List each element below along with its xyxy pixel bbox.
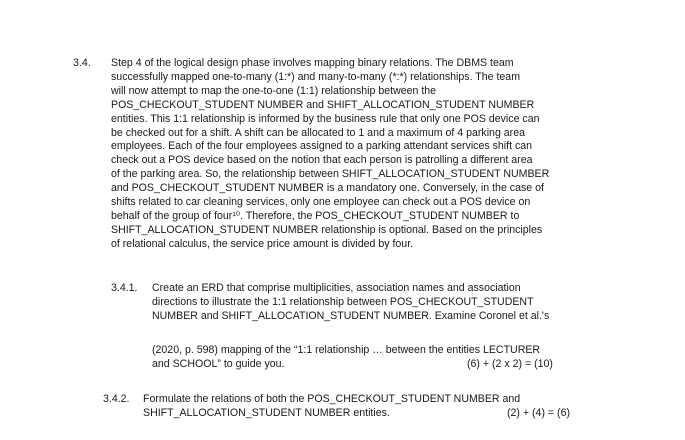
text-line: of the parking area. So, the relationship between SHIFT_ALLOCATION_STUDENT NUMBER	[111, 168, 550, 181]
text-line: POS_CHECKOUT_STUDENT NUMBER and SHIFT_ALLOCATION_STUDENT NUMBER	[111, 98, 535, 111]
text-line: behalf of the group of four¹⁰. Therefore, the POS_CHECKOUT_STUDENT NUMBER to	[111, 209, 520, 222]
subquestion-text	[152, 282, 549, 324]
question-text	[111, 57, 549, 252]
marks-allocation: (6) + (2 x 2) = (10)	[467, 358, 553, 370]
text-line: NUMBER and SHIFT_ALLOCATION_STUDENT NUMBER. Examine Coronel et al.'s	[152, 309, 550, 322]
text-line: Formulate the relations of both the POS_CHECKOUT_STUDENT NUMBER and	[143, 393, 521, 405]
text-line: and SCHOOL” to guide you.	[152, 357, 285, 370]
text-line: SHIFT_ALLOCATION_STUDENT NUMBER relationship is optional. Based on the principles	[111, 223, 543, 236]
subquestion-number: 3.4.2.	[103, 393, 130, 405]
text-line: be checked out for a shift. A shift can be allocated to 1 and a maximum of 4 parking area	[111, 126, 525, 139]
question-number: 3.4.	[73, 57, 91, 69]
text-line: (2020, p. 598) mapping of the “1:1 relationship … between the entities LECTURER	[152, 344, 541, 356]
marks-allocation: (2) + (4) = (6)	[507, 407, 570, 419]
text-line: Create an ERD that comprise multiplicities, association names and association	[152, 282, 521, 294]
text-line: Step 4 of the logical design phase involves mapping binary relations. The DBMS team	[111, 57, 514, 69]
text-line: shifts related to car cleaning services, only one employee can check out a POS device on	[111, 196, 531, 209]
subquestion-text	[143, 393, 520, 421]
text-line: entities. This 1:1 relationship is informed by the business rule that only one POS device can	[111, 112, 540, 125]
text-line: of relational calculus, the service price amount is divided by four.	[111, 237, 414, 250]
text-line: successfully mapped one-to-many (1:*) and many-to-many (*:*) relationships. The team	[111, 70, 521, 83]
text-line: employees. Each of the four employees assigned to a parking attendant services shift can	[111, 140, 533, 153]
text-line: SHIFT_ALLOCATION_STUDENT NUMBER entities.	[143, 406, 390, 419]
text-line: check out a POS device based on the notion that each person is patrolling a different area	[111, 154, 533, 167]
subquestion-number: 3.4.1.	[111, 282, 138, 294]
text-line: directions to illustrate the 1:1 relationship between POS_CHECKOUT_STUDENT	[152, 295, 534, 308]
text-line: will now attempt to map the one-to-one (1:1) relationship between the	[111, 84, 437, 97]
text-line: and POS_CHECKOUT_STUDENT NUMBER is a mandatory one. Conversely, in the case of	[111, 182, 544, 195]
